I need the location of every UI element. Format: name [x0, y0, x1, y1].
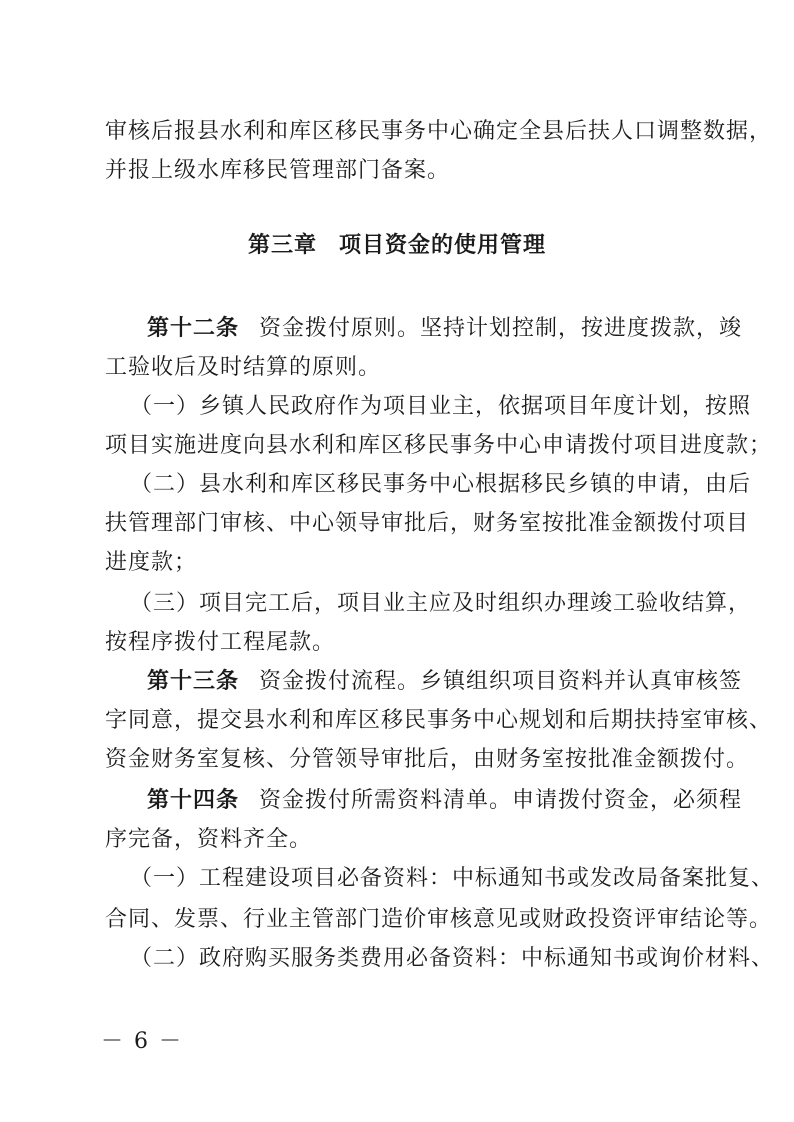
text-line: 按程序拨付工程尾款。 [105, 630, 336, 655]
article-14-line-1 [147, 786, 742, 816]
page-number: － 6 － [101, 1029, 183, 1054]
text-line: （三）项目完工后，项目业主应及时组织办理竣工验收结算， [130, 591, 752, 616]
article-13-label: 第十三条 [147, 669, 240, 694]
text-line: 合同、发票、行业主管部门造价审核意见或财政投资评审结论等。 [105, 907, 773, 932]
text-line: （二）县水利和库区移民事务中心根据移民乡镇的申请，由后 [130, 472, 752, 497]
text-line: 字同意，提交县水利和库区移民事务中心规划和后期扶持室审核、 [105, 708, 773, 733]
article-14-label: 第十四条 [147, 788, 240, 813]
article-12-text: 资金拨付原则。坚持计划控制，按进度拨款，竣 [259, 316, 743, 341]
text-line: 工验收后及时结算的原则。 [105, 355, 382, 380]
article-14-text: 资金拨付所需资料清单。申请拨付资金，必须程 [259, 788, 743, 813]
chapter-title: 项目资金的使用管理 [339, 233, 547, 258]
text-line: 进度款； [105, 550, 198, 575]
text-line: （一）乡镇人民政府作为项目业主，依据项目年度计划，按照 [130, 394, 752, 419]
text-line: 并报上级水库移民管理部门备案。 [105, 158, 451, 183]
article-12-line-1 [147, 314, 742, 344]
text-line: 审核后报县水利和库区移民事务中心确定全县后扶人口调整数据， [105, 119, 773, 144]
article-13-text: 资金拨付流程。乡镇组织项目资料并认真审核签 [259, 669, 743, 694]
article-12-label: 第十二条 [147, 316, 240, 341]
text-line: 扶管理部门审核、中心领导审批后，财务室按批准金额拨付项目 [105, 511, 750, 536]
chapter-heading [0, 231, 794, 261]
text-line: 序完备，资料齐全。 [105, 827, 313, 852]
text-line: （二）政府购买服务类费用必备资料：中标通知书或询价材料、 [130, 946, 775, 971]
text-line: （一）工程建设项目必备资料：中标通知书或发改局备案批复、 [130, 866, 775, 891]
chapter-number: 第三章 [247, 233, 317, 258]
article-13-line-1 [147, 667, 742, 697]
text-line: 项目实施进度向县水利和库区移民事务中心申请拨付项目进度款； [105, 433, 773, 458]
text-line: 资金财务室复核、分管领导审批后，由财务室按批准金额拨付。 [105, 747, 750, 772]
